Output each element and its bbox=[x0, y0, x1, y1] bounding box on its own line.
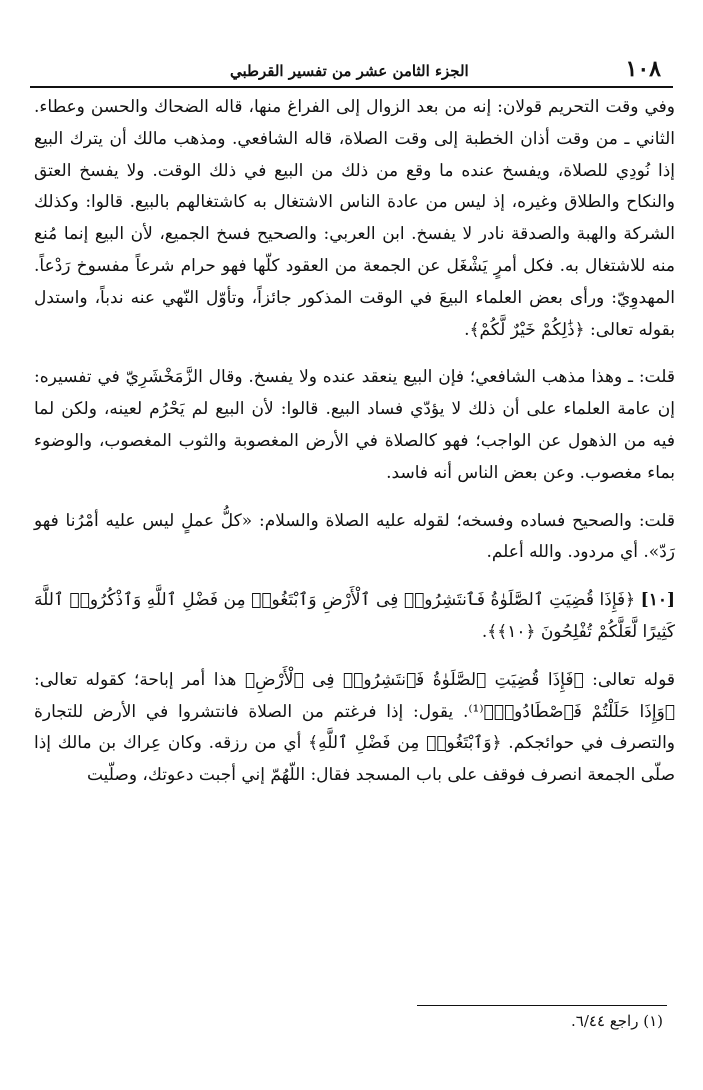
footnote-divider bbox=[417, 1005, 667, 1006]
verse-text: ﴿فَإِذَا قُضِيَتِ ٱلصَّلَوٰةُ فَٱنتَشِرُوا۟ فِى ٱلْأَرْضِ وَٱبْتَغُوا۟ مِن فَضْلِ ٱللَّهِ وَٱذْكُرُوا۟ ٱللَّهَ كَثِيرًا لَّعَلَّكُمْ تُفْلِحُونَ ﴿١٠﴾﴾. bbox=[34, 590, 675, 642]
page-header bbox=[30, 52, 673, 88]
paragraph-correct-opinion: قلت: والصحيح فساده وفسخه؛ لقوله عليه الصلاة والسلام: «كلُّ عملٍ ليس عليه أمْرُنا فهو رَدّ». أي مردود. والله أعلم. bbox=[34, 510, 675, 563]
page-number: ١٠٨ bbox=[625, 56, 661, 82]
running-title: الجزء الثامن عشر من تفسير القرطبي bbox=[230, 62, 469, 80]
quran-verse bbox=[34, 585, 675, 649]
main-text bbox=[34, 92, 675, 792]
verse-number: [١٠] bbox=[640, 590, 676, 611]
footnote: (١) راجع ٦/٤٤. bbox=[571, 1012, 663, 1030]
paragraph-prohibition-time: وفي وقت التحريم قولان: إنه من بعد الزوال إلى الفراغ منها، قاله الضحاك والحسن وعطاء. الثاني ـ من وقت أذان الخطبة إلى وقت الصلاة، قاله الشافعي. ومذهب مالك أن يترك البيع إذا نُودِي للصلاة، ويفسخ عنده ما وقع من ذلك من البيع في ذلك الوقت. ولا يفسخ العتق والنكاح والطلاق وغيره، إذ ليس من عادة الناس الاشتغال به كاشتغالهم بالبيع. قالوا: وكذلك الشركة والهبة والصدقة نادر لا يفسخ. ابن العربي: والصحيح فسخ الجميع، لأن البيع إنما مُنع منه للاشتغال به. فكل أمرٍ يَشْغَل عن الجمعة من العقود كلّها فهو حرام شرعاً مفسوخ رَدْعاً. المهدوِيّ: ورأى بعض العلماء البيعَ في الوقت المذكور جائزاً، وتأوّل النّهي عنه ندباً، واستدل بقوله تعالى: ﴿ذَٰلِكُمْ خَيْرٌ لَّكُمْ﴾. bbox=[34, 97, 675, 340]
paragraph-shafii-opinion: قلت: ـ وهذا مذهب الشافعي؛ فإن البيع ينعقد عنده ولا يفسخ. وقال الزَّمَخْشَرِيّ في تفسيره: إن عامة العلماء على أن ذلك لا يؤدّي فساد البيع. قالوا: لأن البيع لم يَحْرُم لعينه، ولكن لما فيه من الذهول عن الواجب؛ فهو كالصلاة في الأرض المغصوبة والثوب المغصوب، والوضوء بماء مغصوب. وعن بعض الناس أنه فاسد. bbox=[34, 367, 675, 483]
paragraph-commentary: قوله تعالى: ﴿فَإِذَا قُضِيَتِ ٱلصَّلَوٰةُ فَٱنتَشِرُوا۟ فِى ٱلْأَرْضِ﴾ هذا أمر إباحة؛ كقوله تعالى: ﴿وَإِذَا حَلَلْتُمْ فَٱصْطَادُوا۟﴾⁽¹⁾. يقول: إذا فرغتم من الصلاة فانتشروا في الأرض للتجارة والتصرف في حوائجكم. ﴿وَٱبْتَغُوا۟ مِن فَضْلِ ٱللَّهِ﴾ أي من رزقه. وكان عِراك بن مالك إذا صلّى الجمعة انصرف فوقف على باب المسجد فقال: اللّهُمّ إني أجبت دعوتك، وصلّيت bbox=[34, 669, 675, 786]
